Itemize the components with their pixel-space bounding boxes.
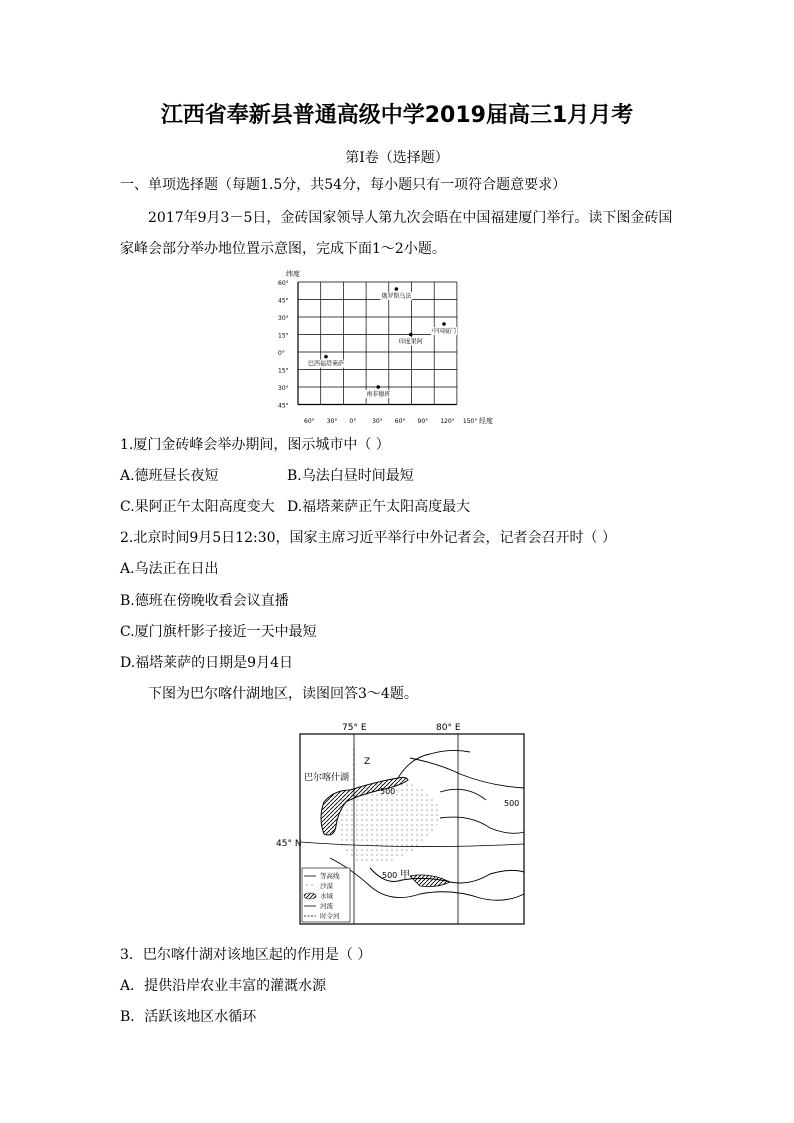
lon-tick-label: 30° [372,418,383,425]
desert-legend-symbol [304,883,316,889]
desert-legend-label: 沙漠 [320,882,333,890]
contour-mid [440,789,486,800]
lon-tick-label: 0° [349,418,357,425]
page-title: 江西省奉新县普通高级中学2019届高三1月月考 [160,103,634,128]
lat-tick-label: 0° [278,350,285,357]
city-label: 印度果阿 [398,338,423,346]
q2-stem: 2.北京时间9月5日12:30，国家主席习近平举行中外记者会，记者会召开时（ ） [120,530,616,546]
lat-45-label: 45° N [276,839,302,849]
city-marker [442,322,446,326]
map1-lon-label: 经度 [479,417,493,425]
balkhash-map [276,718,530,928]
lon-tick-label: 60° [394,418,406,425]
q3-option-b: B．活跃该地区水循环 [120,1009,257,1025]
lat-tick-label: 30° [278,315,289,322]
lat-tick-label: 45° [278,402,289,410]
city-label: 俄罗斯乌法 [381,293,412,300]
q2-option-d: D.福塔莱萨的日期是9月4日 [120,655,293,671]
river-legend-label: 河流 [320,902,333,910]
lon-tick-label: 30° [326,418,338,425]
lake-label: 巴尔喀什湖 [304,773,350,783]
brics-location-map [270,266,500,426]
intro-line-1: 2017年9月3－5日，金砖国家领导人第九次会晤在中国福建厦门举行。读下图金砖国 [148,210,673,226]
lat-tick-label: 60° [278,280,289,287]
water-legend-symbol [304,893,316,899]
lat-tick-label: 30° [278,385,289,392]
q2-option-c: C.厦门旗杆影子接近一天中最短 [120,624,317,640]
lat-tick-label: 45° [278,297,289,305]
q2-option-a: A.乌法正在日出 [120,561,219,577]
lon-tick-label: 120° [440,418,455,425]
lat-tick-label: 15° [278,332,289,340]
eastern-river [440,817,524,833]
city-marker [395,287,399,291]
map1-lat-ticks [278,280,289,410]
lon-80-label: 80° E [436,723,461,733]
city-label: 南非德班 [366,391,391,398]
lon-75-label: 75° E [342,723,367,733]
q2-option-b: B.德班在傍晚收看会议直播 [120,593,289,609]
lon-tick-label: 150° [462,418,478,425]
river-label: Z [364,757,371,767]
contour-label-a: 500 [380,787,396,796]
city-marker [376,385,380,389]
map1-lon-ticks [304,418,477,425]
q1-option-a: A.德班昼长夜短 [120,468,219,484]
city-marker [324,355,328,359]
seasonal-river-legend-label: 时令河 [320,912,340,920]
contour-label-c: 500 [382,871,398,880]
q1-option-d: D.福塔莱萨正午太阳高度最大 [287,499,471,515]
city-marker [409,333,413,337]
city-label: 中国厦门 [432,328,457,335]
q1-option-c: C.果阿正午太阳高度变大 [120,499,275,515]
section-heading: 一、单项选择题（每题1.5分，共54分，每小题只有一项符合题意要求） [120,177,567,193]
contour-east [410,758,524,788]
q3-stem: 3．巴尔喀什湖对该地区起的作用是（ ） [120,947,372,963]
intro-line-2: 家峰会部分举办地位置示意图，完成下面1～2小题。 [120,241,446,257]
city-label: 巴西福塔莱萨 [307,360,345,368]
q1-option-b: B.乌法白昼时间最短 [287,468,414,484]
q1-stem: 1.厦门金砖峰会举办期间，图示城市中（ ） [120,437,390,453]
intro-balkhash: 下图为巴尔喀什湖地区，读图回答3～4题。 [148,686,418,702]
contour-label-b: 500 [504,799,520,808]
water-legend-label: 水域 [320,892,333,900]
contour-legend-label: 等高线 [320,872,340,880]
map1-lat-label: 纬度 [286,270,300,278]
lon-tick-label: 60° [304,418,315,425]
q3-option-a: A．提供沿岸农业丰富的灌溉水源 [120,978,327,994]
lat-tick-label: 15° [278,367,289,375]
place-jia-label: 甲 [400,870,410,881]
volume-heading: 第Ⅰ卷（选择题） [345,150,449,166]
lon-tick-label: 90° [417,418,429,425]
